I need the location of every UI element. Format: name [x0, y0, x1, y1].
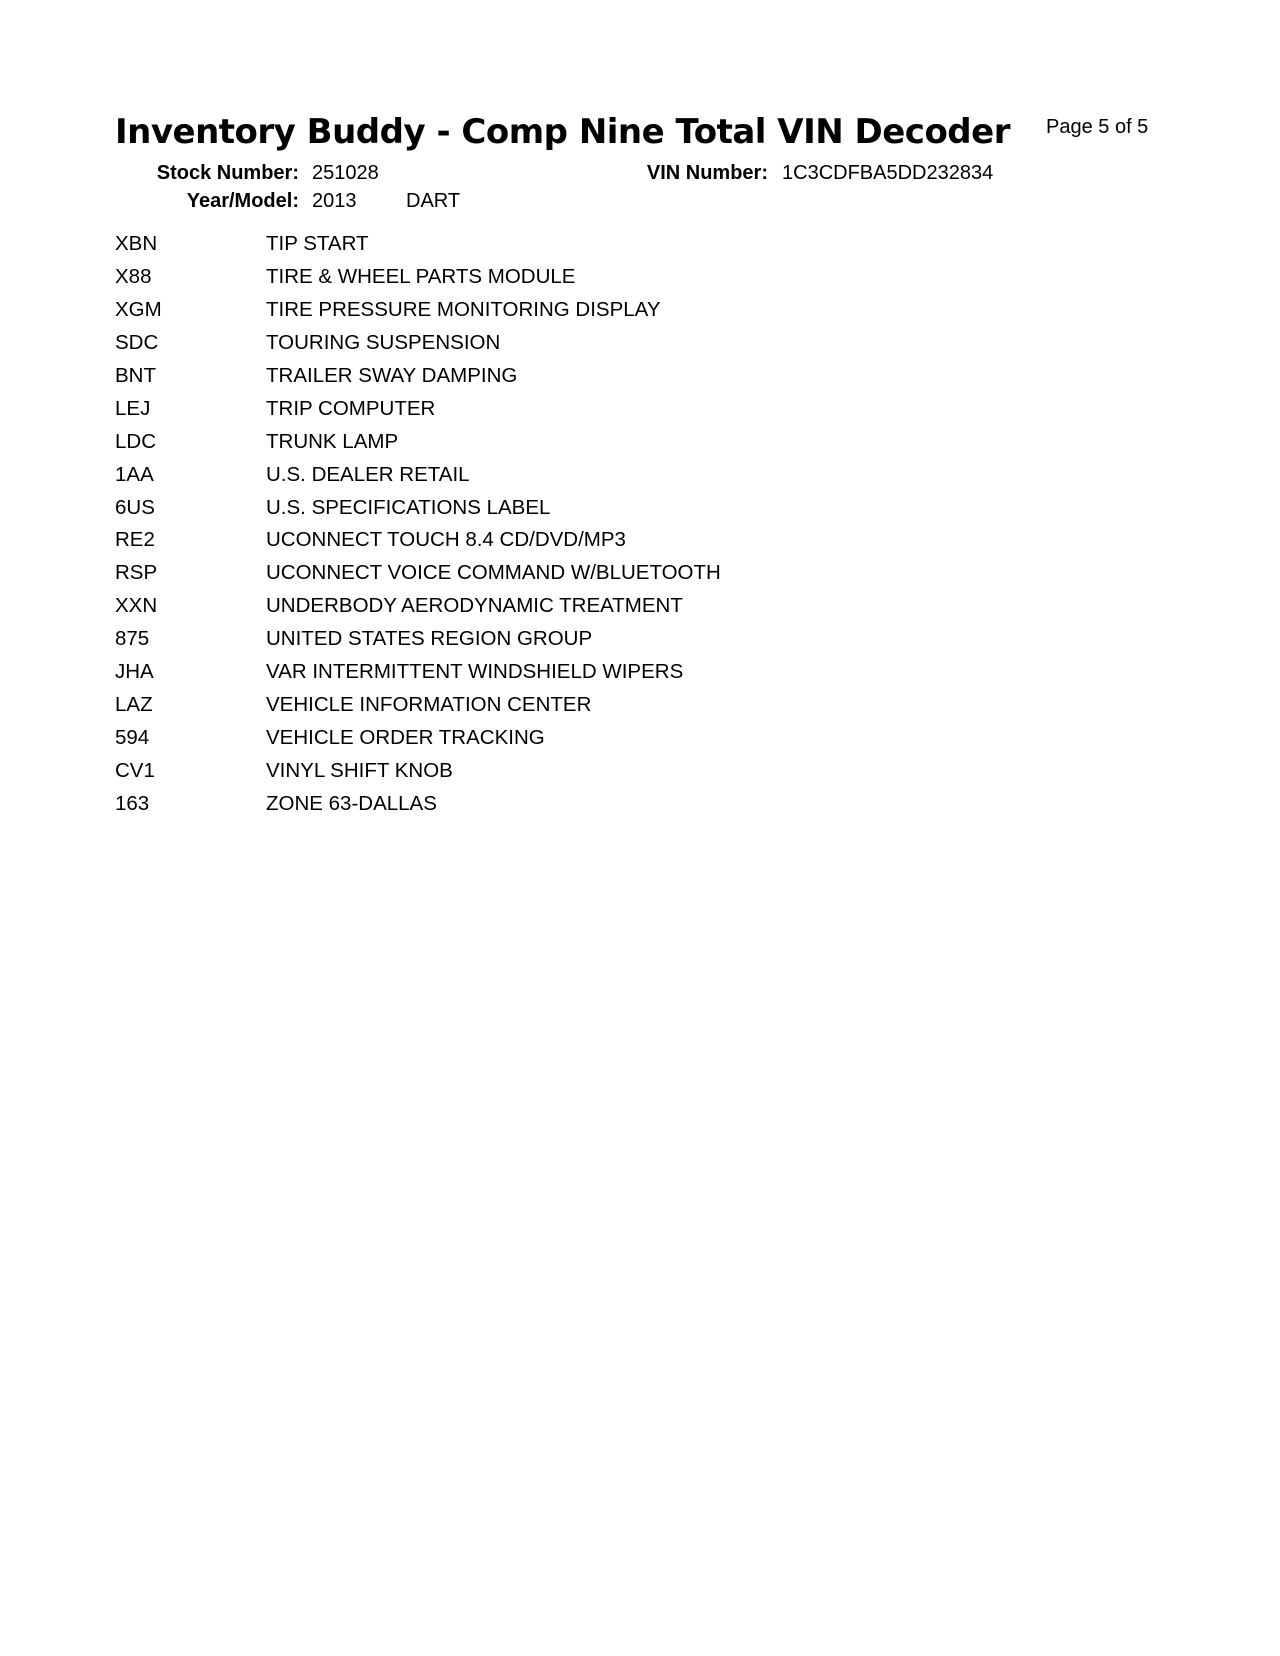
vin-number-label: VIN Number:	[646, 162, 768, 184]
option-row	[115, 721, 1015, 754]
option-row	[115, 458, 1015, 491]
option-code: BNT	[115, 364, 156, 387]
vin-number-value: 1C3CDFBA5DD232834	[782, 162, 994, 184]
option-code-list	[115, 228, 1015, 820]
option-code: JHA	[115, 660, 154, 684]
option-row	[115, 524, 1015, 557]
option-description: VAR INTERMITTENT WINDSHIELD WIPERS	[266, 660, 684, 684]
option-code: XGM	[115, 298, 162, 322]
option-code: 6US	[115, 495, 155, 519]
option-description: UCONNECT VOICE COMMAND W/BLUETOOTH	[266, 561, 721, 585]
option-row	[115, 327, 1015, 360]
option-code: RE2	[115, 528, 155, 552]
option-description: TIRE & WHEEL PARTS MODULE	[266, 265, 576, 289]
option-code: LDC	[115, 429, 157, 453]
option-description: UNDERBODY AERODYNAMIC TREATMENT	[266, 594, 683, 618]
option-description: UNITED STATES REGION GROUP	[266, 627, 593, 651]
year-model-label: Year/Model:	[186, 190, 299, 212]
option-description: TOURING SUSPENSION	[266, 331, 501, 355]
option-code: RSP	[115, 561, 158, 585]
option-description: VEHICLE INFORMATION CENTER	[266, 692, 592, 716]
option-description: TRAILER SWAY DAMPING	[266, 364, 518, 387]
option-row	[115, 491, 1015, 524]
option-code: XBN	[115, 232, 158, 256]
option-description: TRUNK LAMP	[266, 429, 399, 453]
stock-number-value: 251028	[312, 162, 379, 184]
document-title: Inventory Buddy - Comp Nine Total VIN Decoder	[115, 112, 1010, 152]
option-row	[115, 688, 1015, 721]
option-description: UCONNECT TOUCH 8.4 CD/DVD/MP3	[266, 528, 626, 552]
option-code: LEJ	[115, 396, 151, 420]
option-row	[115, 294, 1015, 327]
option-description: VEHICLE ORDER TRACKING	[266, 725, 545, 749]
option-code: CV1	[115, 758, 155, 782]
option-row	[115, 261, 1015, 294]
option-code: XXN	[115, 594, 158, 618]
option-description: ZONE 63-DALLAS	[266, 791, 437, 815]
page-indicator: Page 5 of 5	[1046, 116, 1149, 138]
option-code: 875	[115, 627, 150, 651]
stock-number-label: Stock Number:	[156, 162, 299, 184]
option-code: 1AA	[115, 462, 154, 486]
option-code: 163	[115, 791, 150, 815]
option-description: TIRE PRESSURE MONITORING DISPLAY	[266, 298, 661, 322]
option-row	[115, 787, 1015, 820]
year-value: 2013	[312, 190, 357, 212]
option-row	[115, 656, 1015, 689]
option-row	[115, 392, 1015, 425]
option-description: U.S. DEALER RETAIL	[266, 462, 470, 486]
option-code: LAZ	[115, 692, 153, 716]
option-description: VINYL SHIFT KNOB	[266, 758, 453, 782]
option-code: SDC	[115, 331, 159, 355]
option-row	[115, 360, 1015, 393]
option-row	[115, 228, 1015, 261]
option-row	[115, 623, 1015, 656]
option-row	[115, 754, 1015, 787]
option-code: 594	[115, 725, 150, 749]
option-row	[115, 557, 1015, 590]
model-value: DART	[406, 190, 461, 212]
option-row	[115, 590, 1015, 623]
option-description: TIP START	[266, 232, 369, 256]
option-description: U.S. SPECIFICATIONS LABEL	[266, 495, 551, 519]
option-row	[115, 425, 1015, 458]
option-code: X88	[115, 265, 152, 289]
option-description: TRIP COMPUTER	[266, 396, 436, 420]
